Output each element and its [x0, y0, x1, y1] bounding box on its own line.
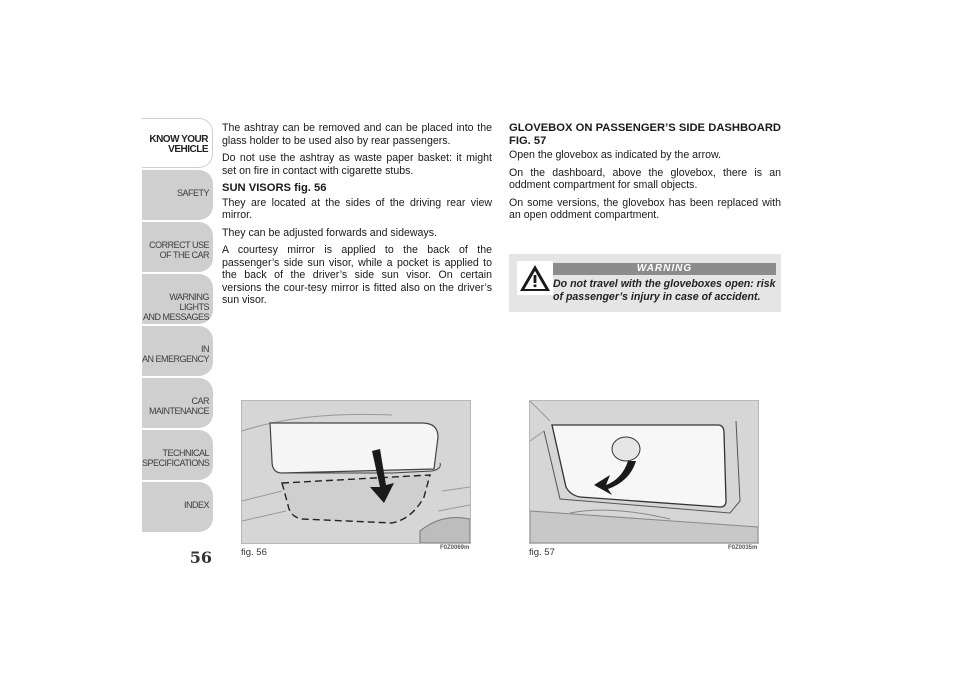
tab-emergency[interactable]: IN AN EMERGENCY [142, 326, 213, 376]
warning-box [509, 254, 781, 312]
paragraph: Do not use the ashtray as waste paper basket: it might set on fire in contact with cigarette stubs. [222, 152, 492, 177]
section-heading-sun-visors: SUN VISORS fig. 56 [222, 182, 327, 194]
warning-title: WARNING [553, 263, 776, 275]
tab-safety[interactable]: SAFETY [142, 170, 213, 220]
figure-caption: fig. 57 [529, 547, 555, 558]
tab-car-maintenance[interactable]: CAR MAINTENANCE [142, 378, 213, 428]
chapter-tabs [142, 118, 213, 534]
sun-visor-illustration [242, 401, 470, 543]
warning-text: Do not travel with the gloveboxes open: risk of passenger’s injury in case of accident. [553, 278, 776, 303]
glovebox-illustration [530, 401, 758, 543]
paragraph: A courtesy mirror is applied to the back of the passenger’s side sun visor, while a pocket is applied to the back of the driver’s side sun visor. On certain versions the cour-tesy mirror is fitted also on the driver’s sun visor. [222, 244, 492, 306]
paragraph: They are located at the sides of the driving rear view mirror. [222, 196, 492, 221]
figure-glovebox [529, 400, 759, 544]
tab-technical-specifications[interactable]: TECHNICAL SPECIFICATIONS [142, 430, 213, 480]
paragraph: On some versions, the glovebox has been replaced with an open oddment compartment. [509, 196, 781, 221]
paragraph: On the dashboard, above the glovebox, there is an oddment compartment for small objects. [509, 166, 781, 191]
figure-code: F0Z0035m [728, 545, 758, 551]
warning-triangle-icon [517, 261, 553, 295]
paragraph: The ashtray can be removed and can be placed into the glass holder to be used also by rear passengers. [222, 122, 492, 147]
tab-warning-lights[interactable]: WARNING LIGHTS AND MESSAGES [142, 274, 213, 324]
tab-correct-use[interactable]: CORRECT USE OF THE CAR [142, 222, 213, 272]
figure-code: F0Z0069m [440, 545, 470, 551]
section-heading-glovebox: GLOVEBOX ON PASSENGER’S SIDE DASHBOARD FIG. 57 [509, 122, 781, 147]
paragraph: They can be adjusted forwards and sideways. [222, 226, 437, 239]
right-text-column [509, 122, 781, 227]
paragraph: Open the glovebox as indicated by the arrow. [509, 149, 722, 161]
tab-know-your-vehicle[interactable]: KNOW YOUR VEHICLE [142, 118, 213, 168]
figure-sun-visor [241, 400, 471, 544]
left-text-column [222, 122, 492, 312]
figure-caption: fig. 56 [241, 547, 267, 558]
tab-index[interactable]: INDEX [142, 482, 213, 532]
page-number: 56 [189, 548, 212, 567]
